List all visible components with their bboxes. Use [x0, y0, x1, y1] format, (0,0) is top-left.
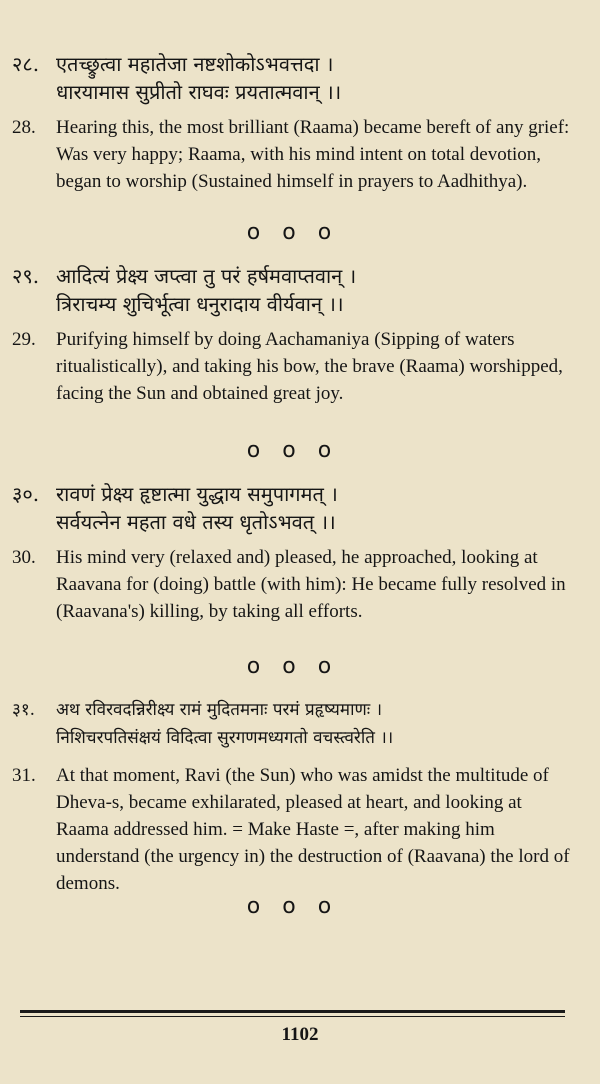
sanskrit-line-1: रावणं प्रेक्ष्य हृष्टात्मा युद्धाय समुपागमत् ।	[56, 482, 338, 506]
page-number: 1102	[281, 1024, 319, 1045]
english-verse-31	[12, 762, 577, 897]
verse-translation: Hearing this, the most brilliant (Raama) became bereft of any grief: Was very happy; Raama, with his mind intent on total devotion, began to worship (Sustained himself in prayers to Aadhithya).	[56, 117, 570, 192]
ornament-divider: ooo	[246, 438, 354, 463]
verse-number: 30.	[12, 547, 36, 568]
verse-number: 31.	[12, 765, 36, 786]
footer-rule-thick	[20, 1010, 565, 1013]
sanskrit-verse-number: ३०.	[12, 482, 40, 506]
sanskrit-verse-number: २८.	[12, 52, 40, 76]
ornament-divider: ooo	[246, 654, 354, 679]
sanskrit-line-1: एतच्छ्रुत्वा महातेजा नष्टशोकोऽभवत्तदा ।	[56, 52, 334, 76]
sanskrit-verse-31	[12, 696, 577, 752]
sanskrit-verse-number: ३१.	[12, 700, 36, 720]
sanskrit-line-2: त्रिराचम्य शुचिर्भूत्वा धनुरादाय वीर्यवान् ।।	[56, 292, 344, 316]
footer-rule-thin	[20, 1016, 565, 1017]
sanskrit-line-2: धारयामास सुप्रीतो राघवः प्रयतात्मवान् ।।	[56, 80, 342, 104]
sanskrit-line-1: आदित्यं प्रेक्ष्य जप्त्वा तु परं हर्षमवाप्तवान् ।	[56, 264, 357, 288]
verse-translation: His mind very (relaxed and) pleased, he approached, looking at Raavana for (doing) battle (with him): He became fully resolved in (Raavana's) killing, by taking all efforts.	[56, 547, 566, 622]
verse-number: 29.	[12, 329, 36, 350]
sanskrit-line-1: अथ रविरवदन्निरीक्ष्य रामं मुदितमनाः परमं प्रहृष्यमाणः ।	[56, 700, 383, 720]
english-verse-28	[12, 114, 577, 195]
verse-number: 28.	[12, 117, 36, 138]
verse-translation: At that moment, Ravi (the Sun) who was amidst the multitude of Dheva-s, became exhilarated, pleased at heart, and looking at Raama addressed him. = Make Haste =, after making him understand (the urgency in) the destruction of (Raavana) the lord of demons.	[56, 765, 570, 894]
ornament-divider: ooo	[246, 220, 354, 245]
english-verse-30	[12, 544, 577, 625]
verse-translation: Purifying himself by doing Aachamaniya (Sipping of waters ritualistically), and taking his bow, the brave (Raama) worshipped, facing the Sun and obtained great joy.	[56, 329, 563, 404]
sanskrit-verse-29	[12, 262, 577, 318]
sanskrit-line-2: निशिचरपतिसंक्षयं विदित्वा सुरगणमध्यगतो वचस्त्वरेति ।।	[56, 728, 394, 748]
sanskrit-line-2: सर्वयत्नेन महता वधे तस्य धृतोऽभवत् ।।	[56, 510, 336, 534]
sanskrit-verse-30	[12, 480, 577, 536]
ornament-divider: ooo	[246, 894, 354, 919]
sanskrit-verse-28	[12, 50, 577, 106]
english-verse-29	[12, 326, 577, 407]
sanskrit-verse-number: २९.	[12, 264, 40, 288]
